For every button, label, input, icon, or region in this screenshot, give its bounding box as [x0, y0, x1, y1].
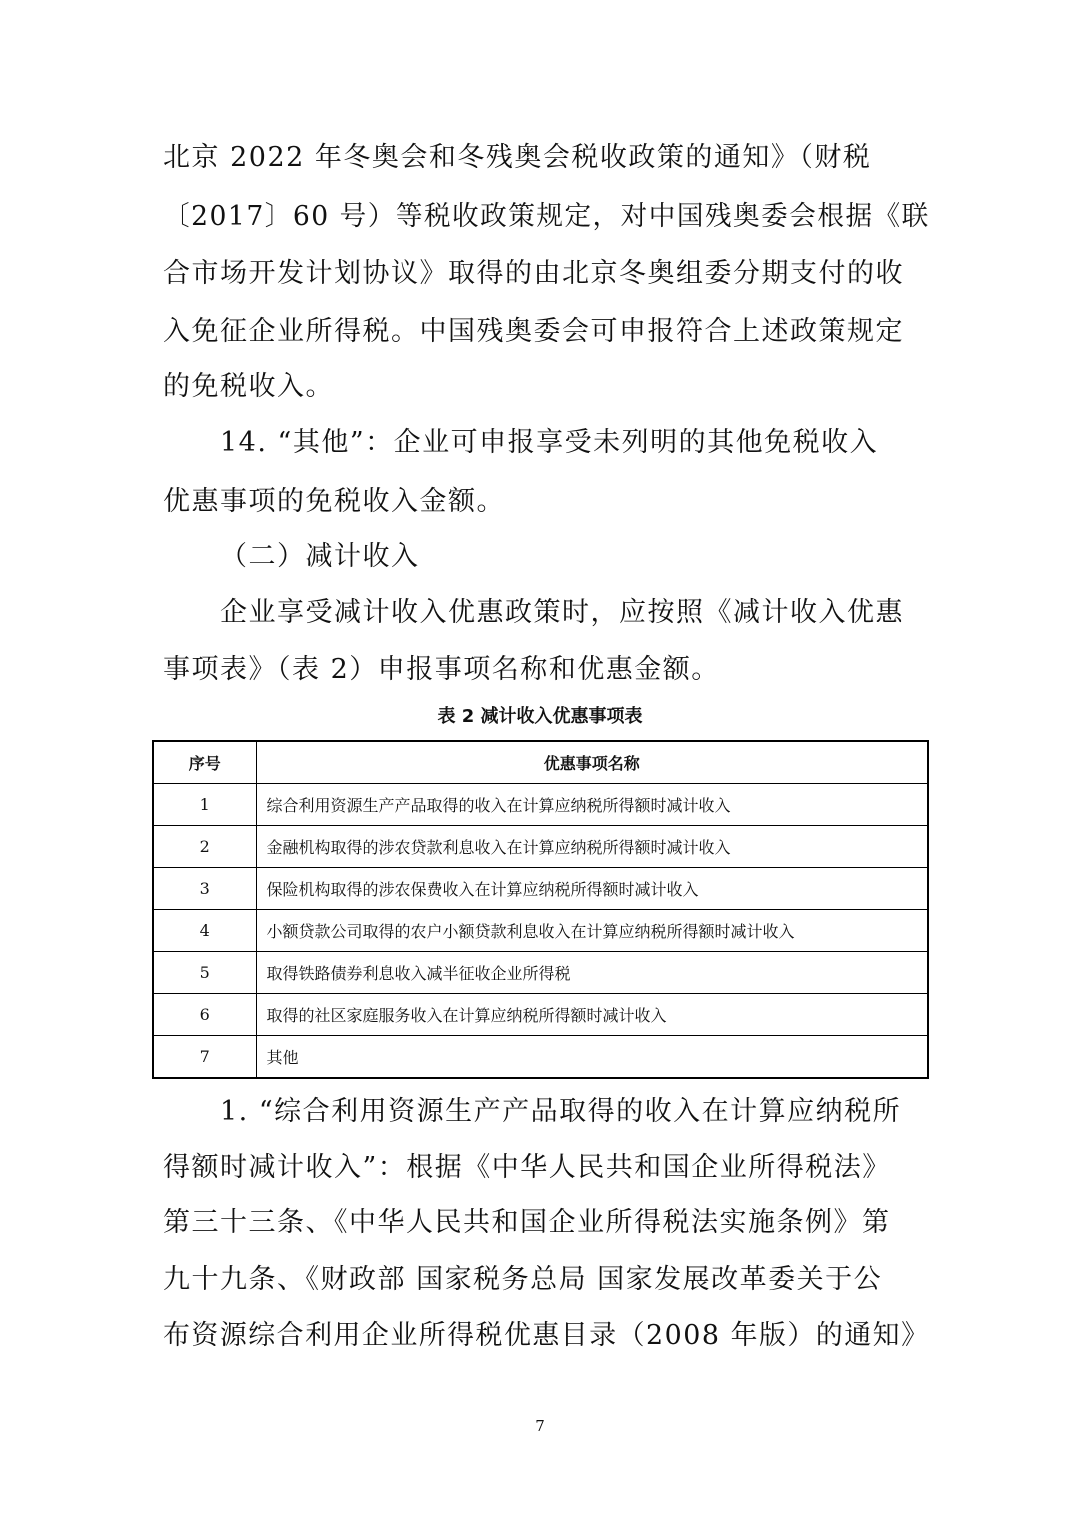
- row-number: 5: [153, 952, 256, 994]
- body-line-4: 入免征企业所得税。中国残奥委会可申报符合上述政策规定: [163, 316, 904, 347]
- header-item-name: 优惠事项名称: [256, 741, 928, 784]
- row-item-name: 保险机构取得的涉农保费收入在计算应纳税所得额时减计收入: [256, 868, 928, 910]
- body-line-7: 优惠事项的免税收入金额。: [163, 486, 505, 517]
- body-line-5: 的免税收入。: [163, 371, 334, 402]
- body-line-3: 合市场开发计划协议》取得的由北京冬奥组委分期支付的收: [163, 258, 904, 289]
- row-item-name: 综合利用资源生产产品取得的收入在计算应纳税所得额时减计收入: [256, 784, 928, 826]
- row-number: 1: [153, 784, 256, 826]
- body-line-14: 九十九条、《财政部 国家税务总局 国家发展改革委关于公: [163, 1264, 883, 1295]
- row-number: 3: [153, 868, 256, 910]
- body-line-1: 北京 2022 年冬奥会和冬残奥会税收政策的通知》（财税: [163, 142, 872, 173]
- row-item-name: 取得铁路债券利息收入减半征收企业所得税: [256, 952, 928, 994]
- page-number: 7: [535, 1417, 545, 1435]
- row-item-name: 金融机构取得的涉农贷款利息收入在计算应纳税所得额时减计收入: [256, 826, 928, 868]
- row-item-name: 其他: [256, 1036, 928, 1079]
- row-item-name: 小额贷款公司取得的农户小额贷款利息收入在计算应纳税所得额时减计收入: [256, 910, 928, 952]
- body-line-13: 第三十三条、《中华人民共和国企业所得税法实施条例》第: [163, 1207, 891, 1238]
- body-line-15: 布资源综合利用企业所得税优惠目录（2008 年版）的通知》: [163, 1320, 930, 1351]
- table-row: [153, 952, 928, 994]
- row-number: 6: [153, 994, 256, 1036]
- row-item-name: 取得的社区家庭服务收入在计算应纳税所得额时减计收入: [256, 994, 928, 1036]
- row-number: 7: [153, 1036, 256, 1079]
- table-caption: 表 2 减计收入优惠事项表: [437, 706, 643, 727]
- table-row: [153, 994, 928, 1036]
- body-line-11: 1. “综合利用资源生产产品取得的收入在计算应纳税所: [220, 1096, 902, 1127]
- header-serial: 序号: [153, 741, 256, 784]
- row-number: 4: [153, 910, 256, 952]
- table-header-row: [153, 741, 928, 784]
- body-line-10: 事项表》（表 2）申报事项名称和优惠金额。: [163, 654, 720, 685]
- deduction-items-table: [152, 740, 929, 1079]
- table-row: [153, 910, 928, 952]
- table-row: [153, 868, 928, 910]
- body-line-12: 得额时减计收入”：根据《中华人民共和国企业所得税法》: [163, 1152, 891, 1183]
- table-row: [153, 826, 928, 868]
- row-number: 2: [153, 826, 256, 868]
- table-row: [153, 784, 928, 826]
- body-line-6: 14. “其他”：企业可申报享受未列明的其他免税收入: [220, 427, 879, 458]
- section-heading: （二）减计收入: [220, 541, 420, 572]
- body-line-2: 〔2017〕60 号）等税收政策规定，对中国残奥委会根据《联: [163, 201, 930, 232]
- table-row: [153, 1036, 928, 1079]
- body-line-9: 企业享受减计收入优惠政策时，应按照《减计收入优惠: [220, 597, 904, 628]
